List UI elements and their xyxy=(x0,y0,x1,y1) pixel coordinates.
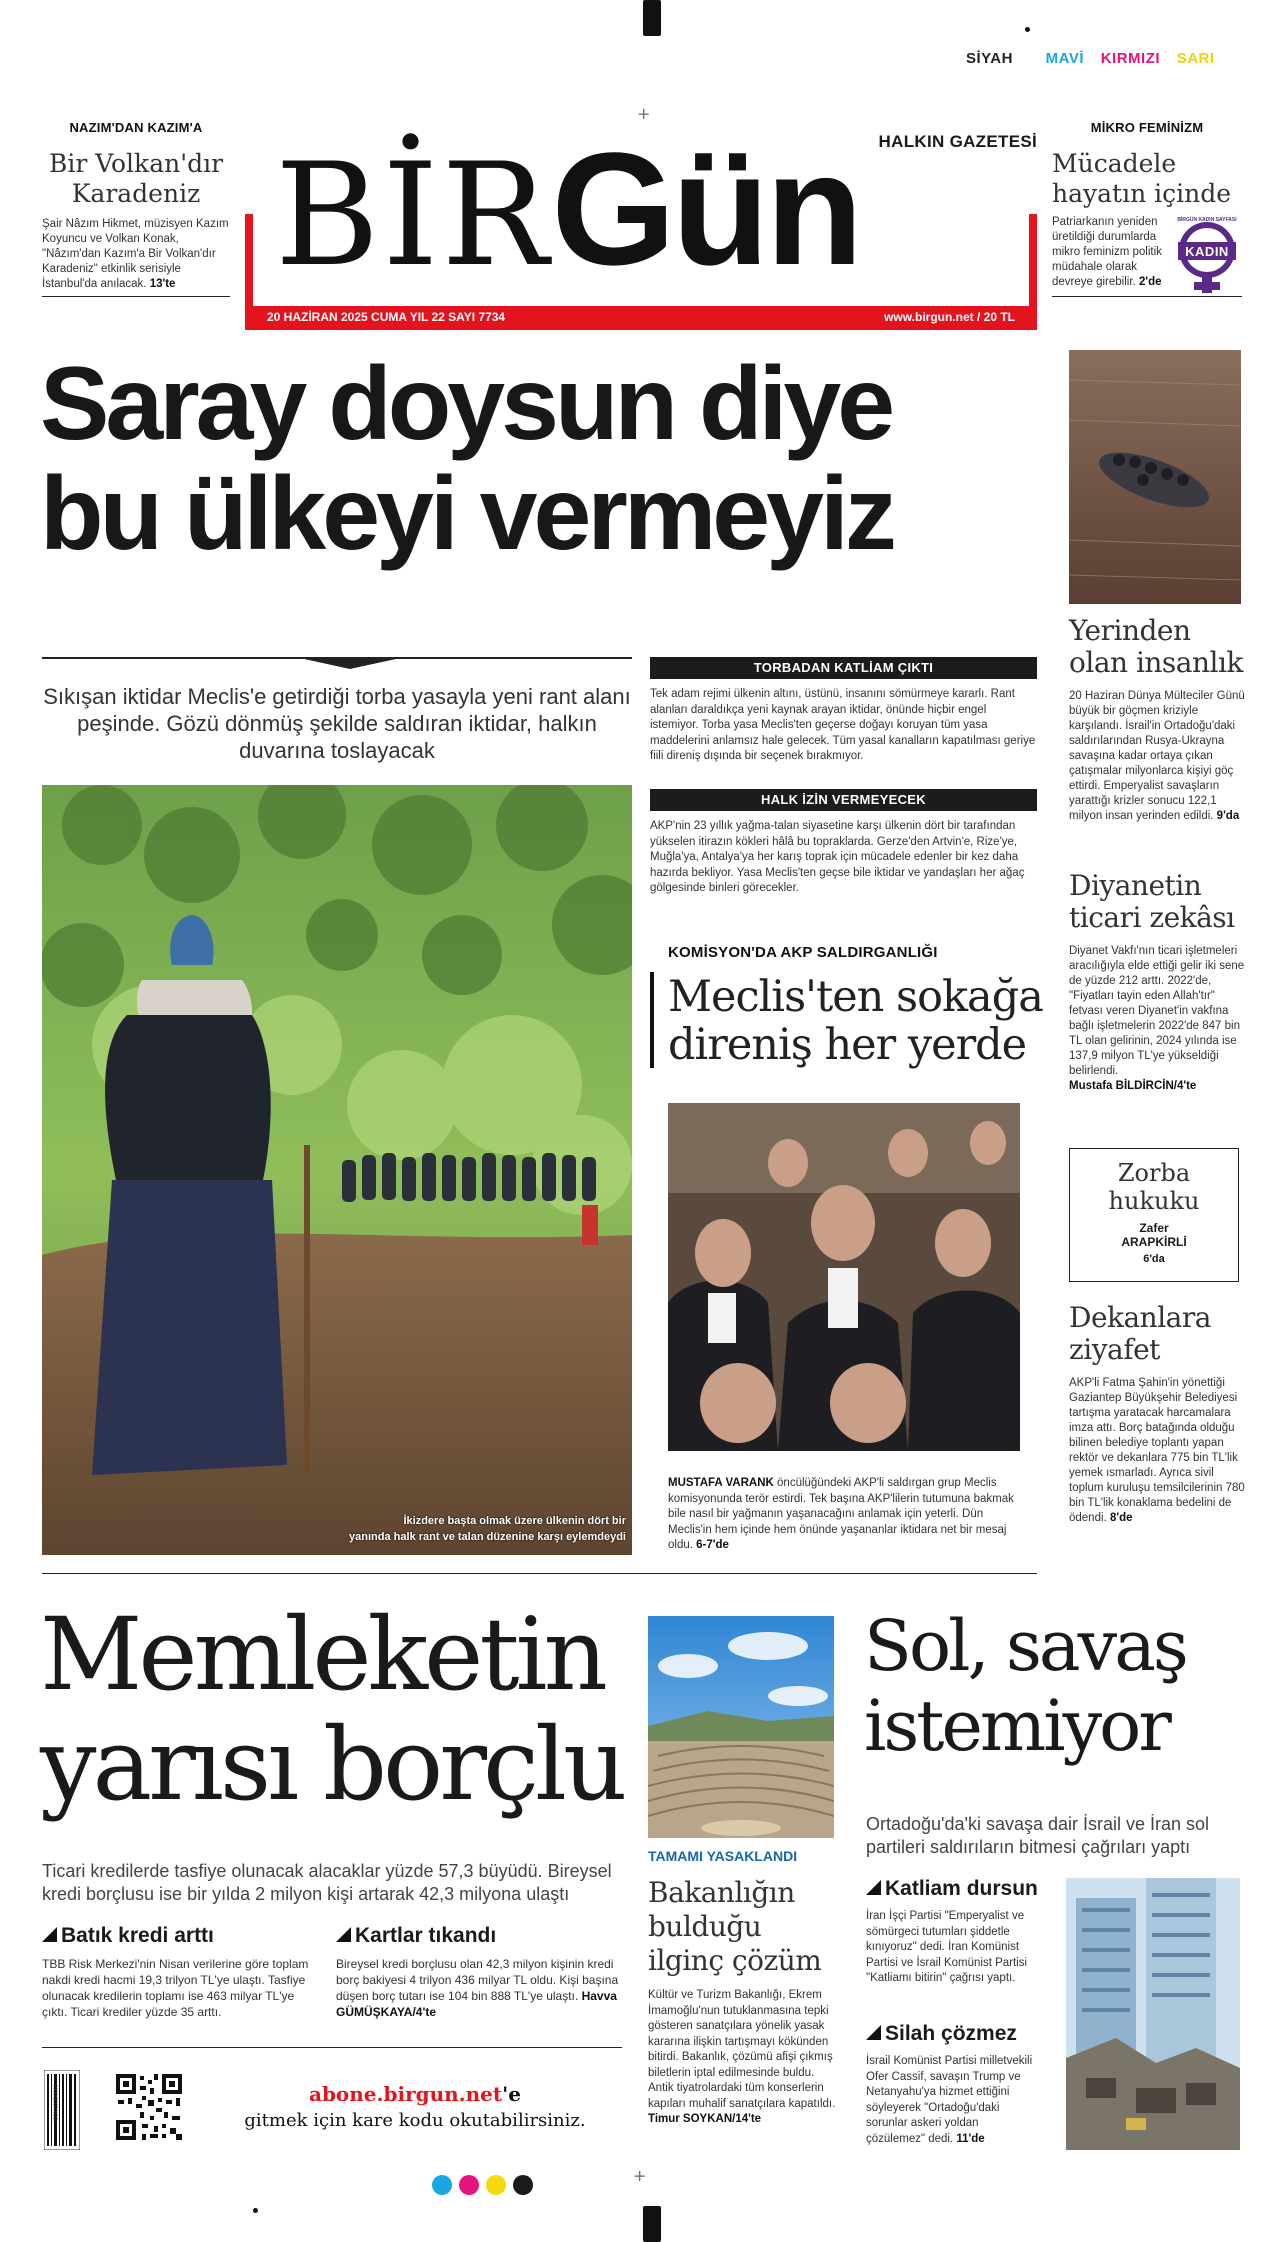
footer-line-2: gitmek için kare kodu okutabilirsiniz. xyxy=(244,2110,586,2131)
debt-sub-2 xyxy=(336,1924,626,2020)
debt-sub-2-body: Bireysel kredi borçlusu olan 42,3 milyon kişinin kredi borç bakiyesi 4 trilyon 436 milyar TL oldu. Kişi başına düşen borç tutarı ise 104 bin 888 TL'ye ulaştı. Havva GÜMÜŞKAYA/4'te xyxy=(336,1957,619,2019)
zorba-box xyxy=(1069,1148,1239,1282)
barcode-text: ISSN 1305-9068 xyxy=(53,2084,60,2122)
headline-deck: Sıkışan iktidar Meclis'e getirdiği torba yasayla yeni rant alanı peşinde. Gözü dönmüş şekilde saldıran iktidar, halkın duvarına toslayacak xyxy=(43,684,631,763)
debt-title-2: yarısı borçlu xyxy=(40,1706,624,1823)
commission-photo xyxy=(668,1103,1020,1451)
corner-arrow-icon xyxy=(866,1880,881,1895)
dekan-body: AKP'li Fatma Şahin'in yönettiği Gaziantep Büyükşehir Belediyesi tartışma yaratacak harcamalara imza attı. Borç batağında olduğu bilinen belediye toplantı yapan rektör ve dekanlara 775 bin TL'lik yemek ısmarladı. Ayrıca sivil toplum kuruluşu temsilcilerinin 780 bin TL'lik konaklama bedelini de ödendi. 8'de xyxy=(1069,1377,1245,1524)
war-sub-1-title: Katliam dursun xyxy=(866,1877,1056,1901)
color-dot-icon xyxy=(432,2175,452,2195)
registration-dot-icon xyxy=(1025,27,1030,32)
color-dot-icon xyxy=(486,2175,506,2195)
side-story-2-header: HALK İZİN VERMEYECEK xyxy=(650,789,1037,811)
color-label-black: SİYAH xyxy=(966,50,1013,67)
dekan-story xyxy=(1069,1302,1245,1526)
brand-gun: Gün xyxy=(551,119,860,298)
side-story-2-body: AKP'nin 23 yıllık yağma-talan siyasetine karşı ülkenin dört bir tarafından yükselen itirazın kökleri hâlâ bu topraklarda. Gerze'den Artvin'e, Rize'ye, Muğla'ya, Antalya'ya her karış toprak için mücadele edenler bir kez daha hazırda bekliyor. Yasa Meclis'ten geçse bile iktidar ve yandaşları her ağaç gölgesinde binleri görecekler. xyxy=(650,820,1025,894)
crosshair-icon: + xyxy=(637,104,651,123)
masthead xyxy=(245,118,1037,330)
color-label-magenta: KIRMIZI xyxy=(1100,50,1161,67)
footer-cta xyxy=(200,2082,630,2131)
migrants-story xyxy=(1069,615,1245,824)
debt-sub-1-body: TBB Risk Merkezi'nin Nisan verilerine göre toplam nakdi kredi hacmi 19,3 trilyon TL'ye ulaştı. Tasfiye olunacak kredilerin toplamı ise 463 milyar TL'ye çıktı. Ticari krediler yüzde 35 arttı. xyxy=(42,1957,309,2019)
dateline: 20 HAZİRAN 2025 CUMA YIL 22 SAYI 7734 xyxy=(267,310,506,324)
print-color-labels xyxy=(966,50,1215,67)
commission-title-1: Meclis'ten sokağa xyxy=(668,972,1043,1022)
left-teaser-body: Şair Nâzım Hikmet, müzisyen Kazım Koyuncu ve Volkan Konak, "Nâzım'dan Kazım'a Bir Volkan'dır Karadeniz" etkinlik serisiyle İstanbul'da anılacak. 13'te xyxy=(42,218,229,290)
section-divider xyxy=(42,1573,1037,1574)
diyanet-body: Diyanet Vakfı'nın ticari işletmeleri aracılığıyla elde ettiği gelir iki sene de yüzde 212 arttı. 2022'de, "Fiyatları tayin eden Allah'tır" fetvası veren Diyanet'in vakfına bağlı işletmelerin 2022'de 847 bin TL olan gelirinin, 2024 yılında ise 137,9 milyon TL'ye yükseldiği belirlendi. xyxy=(1069,945,1245,1077)
debt-title-1: Memleketin xyxy=(40,1596,604,1713)
color-dot-icon xyxy=(513,2175,533,2195)
migrants-body: 20 Haziran Dünya Mülteciler Günü büyük bir göçmen kriziyle karşılandı. İsrail'in Ortadoğu'daki saldırılarından Rusya-Ukrayna savaşına kadar ortaya çıkan çatışmalar milyonlarca kişiyi göç ettirdi. Emperyalist savaşların yarattığı krizler sonucu 122,1 milyon insan yerinden edildi. 9'da xyxy=(1069,690,1245,822)
theatre-body: Kültür ve Turizm Bakanlığı, Ekrem İmamoğlu'nun tutuklanmasına tepki gösteren sanatçılara yönelik yasak kararına ilişkin tartışmayı kökünden bitirdi. Bakanlık, çözümü afişi çıkmış biletlerin iptal edilmesinde buldu. Antik tiyatrolardaki tüm konserlerin kapıları muhalif sanatçılara kapatıldı. Timur SOYKAN/14'te xyxy=(648,1989,836,2125)
registration-mark-icon xyxy=(643,0,661,36)
zorba-author-1: Zafer xyxy=(1139,1221,1169,1235)
qr-code-icon[interactable] xyxy=(114,2072,184,2142)
theatre-story xyxy=(648,1848,838,2128)
brand-logo xyxy=(275,119,860,301)
commission-kicker: KOMİSYON'DA AKP SALDIRGANLIĞI xyxy=(668,944,938,961)
headline-line-2: bu ülkeyi vermeyiz xyxy=(40,456,893,572)
registration-dot-icon xyxy=(253,2208,258,2213)
war-story xyxy=(864,1606,1264,1766)
war-sub-2-body: İsrail Komünist Partisi milletvekili Ofer Cassif, savaşın Trump ve Netanyahu'ya hizmet ettiğini söyleyerek "Ortadoğu'daki sorunlar askeri yoldan çözülemez" dedi. 11'de xyxy=(866,2055,1033,2145)
theatre-photo xyxy=(648,1616,834,1838)
debt-story xyxy=(40,1596,640,1823)
theatre-title: Bakanlığın bulduğu ilginç çözüm xyxy=(648,1876,822,1977)
dekan-title: Dekanlara ziyafet xyxy=(1069,1301,1211,1366)
left-teaser-title: Bir Volkan'dır Karadeniz xyxy=(48,149,224,208)
right-teaser-body: Patriarkanın yeniden üretildiği durumlarda mikro feminizm politik müdahale olarak devreye girebilir. 2'de xyxy=(1052,216,1162,288)
commission-body: MUSTAFA VARANK öncülüğündeki AKP'li saldırgan grup Meclis komisyonunda terör estirdi. Tek başına AKP'lilerin tutumuna bakmak bile nasıl bir yağmanın yaşanacağını anlamak için yeterli. Dün Meclis'in hem içinde hem önünde yaşananlar iktidara net bir mesaj oldu. 6-7'de xyxy=(668,1477,1014,1551)
side-story-1-body: Tek adam rejimi ülkenin altını, üstünü, insanını sömürmeye kararlı. Rant alanları daraldıkça yeni kaynak arayan iktidar, önünde hiçbir engel istemiyor. Torba yasa Meclis'ten geçerse doğayı koruyan tüm yasa maddelerini anlamsız hale gelecek. Tüm yasal kanalların kapatılması geriye fiili direniş dışında bir seçenek bırakmıyor. xyxy=(650,688,1036,762)
diyanet-title: Diyanetin ticari zekâsı xyxy=(1069,869,1235,934)
registration-mark-icon xyxy=(643,2206,661,2242)
barcode-icon xyxy=(44,2070,80,2150)
main-photo xyxy=(42,785,632,1555)
right-teaser-kicker: MİKRO FEMİNİZM xyxy=(1090,120,1204,135)
commission-story xyxy=(650,944,1043,1070)
deck-notch-icon xyxy=(295,657,405,669)
debt-sub-2-title: Kartlar tıkandı xyxy=(336,1924,626,1948)
right-teaser xyxy=(1052,120,1242,297)
war-photo xyxy=(1066,1878,1240,2150)
footer-url-line: abone.birgun.net'e xyxy=(308,2082,522,2106)
side-story-1 xyxy=(650,657,1037,765)
tagline: HALKIN GAZETESİ xyxy=(878,132,1037,151)
footer-url[interactable]: abone.birgun.net xyxy=(308,2082,503,2106)
left-teaser-kicker: NAZIM'DAN KAZIM'A xyxy=(69,120,203,135)
side-story-2 xyxy=(650,789,1037,897)
debt-sub-1-title: Batık kredi arttı xyxy=(42,1924,322,1948)
diyanet-author: Mustafa BİLDİRCİN/4'te xyxy=(1069,1080,1197,1092)
war-sub-2 xyxy=(866,2022,1056,2147)
war-title-1: Sol, savaş xyxy=(864,1605,1186,1687)
zorba-title: Zorba hukuku xyxy=(1108,1159,1200,1215)
corner-arrow-icon xyxy=(42,1927,57,1942)
theatre-kicker: TAMAMI YASAKLANDI xyxy=(648,1848,798,1864)
crosshair-icon: + xyxy=(633,2166,647,2185)
kadin-badge xyxy=(1172,217,1242,301)
zorba-author-2: ARAPKİRLİ xyxy=(1121,1235,1187,1249)
color-dot-icon xyxy=(459,2175,479,2195)
commission-title-2: direniş her yerde xyxy=(668,1020,1027,1070)
brand-bir: BİR xyxy=(275,133,552,298)
commission-rule xyxy=(650,972,654,1068)
color-dots xyxy=(432,2175,540,2199)
photo-caption-line-1: İkizdere başta olmak üzere ülkenin dört bir xyxy=(403,1515,626,1527)
site-price: www.birgun.net / 20 TL xyxy=(884,310,1015,324)
kadin-badge-arc: BİRGÜN KADIN SAYFASI xyxy=(1177,217,1237,223)
war-sub-1-body: İran İşçi Partisi "Emperyalist ve sömürgeci tutumları şiddetle kınıyoruz" dedi. İran Komünist Partisi ve İsrail Komünist Partisi "Katliamı bitirin" çağrısı yaptı. xyxy=(866,1910,1028,1984)
main-headline xyxy=(40,346,1050,572)
debt-sub-1 xyxy=(42,1924,322,2020)
footer-divider xyxy=(42,2047,622,2048)
color-label-yellow: SARI xyxy=(1176,50,1215,67)
left-teaser xyxy=(42,120,230,297)
debt-deck: Ticari kredilerde tasfiye olunacak alacaklar yüzde 57,3 büyüdü. Bireysel kredi borçlusu ise bir yılda 2 milyon kişi artarak 42,3 milyona ulaştı xyxy=(42,1861,612,1904)
headline-line-1: Saray doysun diye xyxy=(40,346,892,462)
migrants-photo xyxy=(1069,350,1241,604)
war-deck: Ortadoğu'da'ki savaşa dair İsrail ve İran sol partileri saldırıların bitmesi çağrıları yaptı xyxy=(866,1814,1210,1857)
photo-caption-line-2: yanında halk rant ve talan düzenine karşı eylemdeydi xyxy=(349,1531,626,1543)
migrants-title: Yerinden olan insanlık xyxy=(1069,614,1243,679)
kadin-badge-label: KADIN xyxy=(1185,244,1229,259)
corner-arrow-icon xyxy=(336,1927,351,1942)
war-title-2: istemiyor xyxy=(864,1685,1169,1767)
corner-arrow-icon xyxy=(866,2025,881,2040)
divider xyxy=(42,296,230,297)
color-label-cyan: MAVİ xyxy=(1045,50,1085,67)
right-teaser-title: Mücadele hayatın içinde xyxy=(1052,149,1232,208)
war-sub-2-title: Silah çözmez xyxy=(866,2022,1056,2046)
side-story-1-header: TORBADAN KATLİAM ÇIKTI xyxy=(650,657,1037,679)
diyanet-story xyxy=(1069,870,1245,1094)
war-sub-1 xyxy=(866,1877,1056,1987)
zorba-ref: 6'da xyxy=(1143,1253,1165,1265)
